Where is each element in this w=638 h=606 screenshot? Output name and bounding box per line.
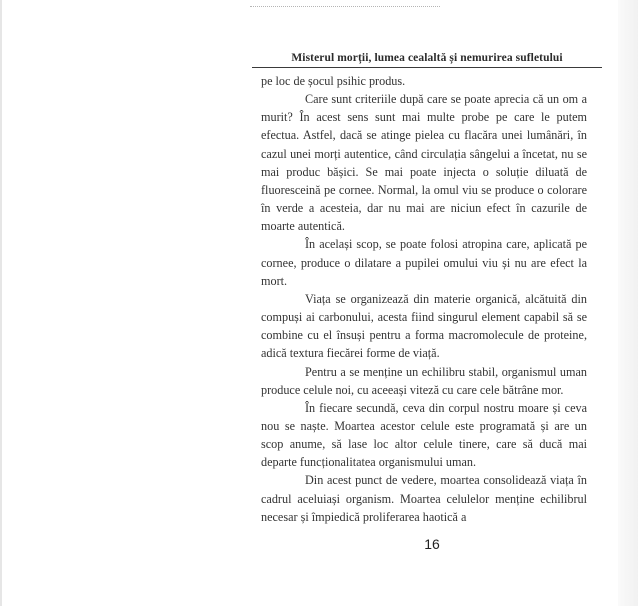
header-rule (252, 67, 602, 68)
running-header: Misterul morții, lumea cealaltă și nemurirea sufletului (291, 52, 563, 64)
page-number: 16 (424, 536, 440, 552)
scan-left-edge (0, 0, 2, 606)
paragraph: Din acest punct de vedere, moartea consolidează viața în cadrul aceluiași organism. Moartea celulelor menține echilibrul necesar și împiedică proliferarea haotică a (261, 473, 587, 524)
paragraph: Care sunt criteriile după care se poate aprecia că un om a murit? În acest sens sunt mai multe probe pe care le putem efectua. Astfel, dacă se atinge pielea cu flacăra unei lumânări, în cazul unei morți autentice, când circulația sângelui a încetat, nu se mai produc bășici. Se mai poate injecta o soluție diluată de fluoresceină pe cornee. Normal, la omul viu se produce o colorare în verde a acesteia, dar nu mai are niciun efect în cazurile de moarte autentică. (261, 92, 587, 234)
paragraph: În fiecare secundă, ceva din corpul nostru moare și ceva nou se naște. Moartea acestor celule este programată și are un scop anume, să lase loc altor celule tinere, care să ducă mai departe funcționalitatea organismului uman. (261, 400, 587, 470)
paragraph: În același scop, se poate folosi atropina care, aplicată pe cornee, produce o dilatare a pupilei omului viu și nu are efect la mort. (261, 237, 587, 288)
paragraph: Viața se organizează din materie organică, alcătuită din compuși ai carbonului, acesta fiind singurul element capabil să se combine cu el însuși pentru a forma macromolecule de proteine, adică textura fiecărei forme de viață. (261, 291, 587, 361)
scan-top-marks (250, 6, 440, 10)
paragraph-continuation: pe loc de șocul psihic produs. (261, 74, 406, 88)
body-text (261, 72, 587, 526)
paragraph: Pentru a se menține un echilibru stabil, organismul uman produce celule noi, cu aceeași viteză cu care cele bătrâne mor. (261, 364, 587, 397)
scan-right-edge (618, 0, 638, 606)
